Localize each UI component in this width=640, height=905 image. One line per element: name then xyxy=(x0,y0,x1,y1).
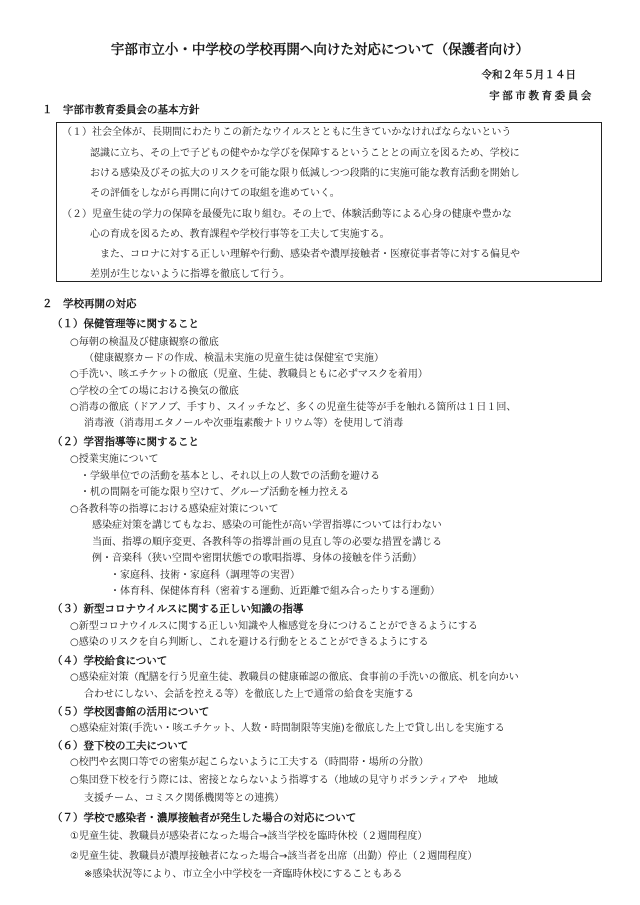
policy-line: 心の育成を図るため、教育課程や学校行事等を工夫して実施する。 xyxy=(90,229,390,240)
policy-line: また、コロナに対する正しい理解や行動、感染者や濃厚接触者・医療従事者等に対する偏見や xyxy=(100,249,520,260)
sub5-line: ○感染症対策(手洗い・咳エチケット、人数・時間制限等実施)を徹底した上で貸し出しを実施する xyxy=(70,723,505,734)
document-title: 宇部市立小・中学校の学校再開へ向けた対応について（保護者向け） xyxy=(110,42,530,58)
sub4-heading: （４）学校給食について xyxy=(52,655,168,667)
sub2-line: 例・音楽科（狭い空間や密閉状態での歌唱指導、身体の接触を伴う活動） xyxy=(92,553,422,564)
sub6-line: 支援チーム、コミスク関係機関等との連携） xyxy=(84,793,285,804)
sub6-line: ○校門や玄関口等での密集が起こらないように工夫する（時間帯・場所の分散） xyxy=(70,757,429,768)
sub1-line: ○手洗い、咳エチケットの徹底（児童、生徒、教職員ともに必ずマスクを着用） xyxy=(70,369,428,380)
sub2-line: ・学級単位での活動を基本とし、それ以上の人数での活動を避ける xyxy=(80,471,380,482)
section1-heading: １ 宇部市教育委員会の基本方針 xyxy=(42,104,200,116)
sub2-line: ○各教科等の指導における感染症対策について xyxy=(70,504,279,515)
sub6-line: ○集団登下校を行う際には、密接とならないよう指導する（地域の見守りボランティアや 地域 xyxy=(70,775,498,786)
sub1-line: ○毎朝の検温及び健康観察の徹底 xyxy=(70,337,219,348)
policy-line: 認識に立ち、その上で子どもの健やかな学びを保障するということとの両立を図るため、学校に xyxy=(90,148,520,159)
sub2-line: ・体育科、保健体育科（密着する運動、近距離で組み合ったりする運動） xyxy=(110,586,440,597)
sub1-line: 消毒液（消毒用エタノールや次亜塩素酸ナトリウム等）を使用して消毒 xyxy=(84,418,404,429)
sub1-line: ○学校の全ての場における換気の徹底 xyxy=(70,386,239,397)
sub3-line: ○感染のリスクを自ら判断し、これを避ける行動をとることができるようにする xyxy=(70,637,429,648)
sub1-heading: （１）保健管理等に関すること xyxy=(52,318,199,330)
sub7-line: ①児童生徒、教職員が感染者になった場合→該当学校を臨時休校（２週間程度） xyxy=(70,831,428,842)
sub1-line: ○消毒の徹底（ドアノブ、手すり、スイッチなど、多くの児童生徒等が手を触れる箇所は１日１回、 xyxy=(70,402,517,413)
sub4-line: 合わせにしない、会話を控える等）を徹底した上で通常の給食を実施する xyxy=(84,689,414,700)
issuing-organization: 宇部市教育委員会 xyxy=(489,90,594,102)
section2-heading: ２ 学校再開の対応 xyxy=(42,298,137,310)
sub7-line: ※感染状況等により、市立全小中学校を一斉臨時休校にすることもある xyxy=(84,869,403,880)
sub2-line: ・机の間隔を可能な限り空けて、グループ活動を極力控える xyxy=(80,487,349,498)
sub3-heading: （３）新型コロナウイルスに関する正しい知識の指導 xyxy=(52,603,304,615)
policy-line: その評価をしながら再開に向けての取組を進めていく。 xyxy=(90,188,340,199)
sub4-line: ○感染症対策（配膳を行う児童生徒、教職員の健康確認の徹底、食事前の手洗いの徹底、机を向かい xyxy=(70,672,519,683)
sub2-heading: （２）学習指導等に関すること xyxy=(52,436,199,448)
sub2-line: 感染症対策を講じてもなお、感染の可能性が高い学習指導については行わない xyxy=(92,520,442,531)
policy-line: 差別が生じないように指導を徹底して行う。 xyxy=(90,269,290,280)
sub7-heading: （７）学校で感染者・濃厚接触者が発生した場合の対応について xyxy=(52,812,357,824)
issue-date: 令和２年５月１４日 xyxy=(481,69,576,81)
policy-line: おける感染及びその拡大のリスクを可能な限り低減しつつ段階的に実施可能な教育活動を開始し xyxy=(90,168,520,179)
policy-line: （２）児童生徒の学力の保障を最優先に取り組む。その上で、体験活動等による心身の健康や豊かな xyxy=(62,209,512,220)
sub1-line: （健康観察カードの作成、検温未実施の児童生徒は保健室で実施） xyxy=(84,353,384,364)
sub2-line: ・家庭科、技術・家庭科（調理等の実習） xyxy=(110,570,300,581)
sub6-heading: （６）登下校の工夫について xyxy=(52,740,189,752)
sub2-line: ○授業実施について xyxy=(70,454,159,465)
sub5-heading: （５）学校図書館の活用について xyxy=(52,706,210,718)
sub7-line: ②児童生徒、教職員が濃厚接触者になった場合→該当者を出席（出勤）停止（２週間程度） xyxy=(70,851,478,862)
sub2-line: 当面、指導の順序変更、各教科等の指導計画の見直し等の必要な措置を講じる xyxy=(92,537,442,548)
policy-line: （１）社会全体が、長期間にわたりこの新たなウイルスとともに生きていかなければならないという xyxy=(62,127,512,138)
sub3-line: ○新型コロナウイルスに関する正しい知識や人権感覚を身につけることができるようにする xyxy=(70,621,478,632)
